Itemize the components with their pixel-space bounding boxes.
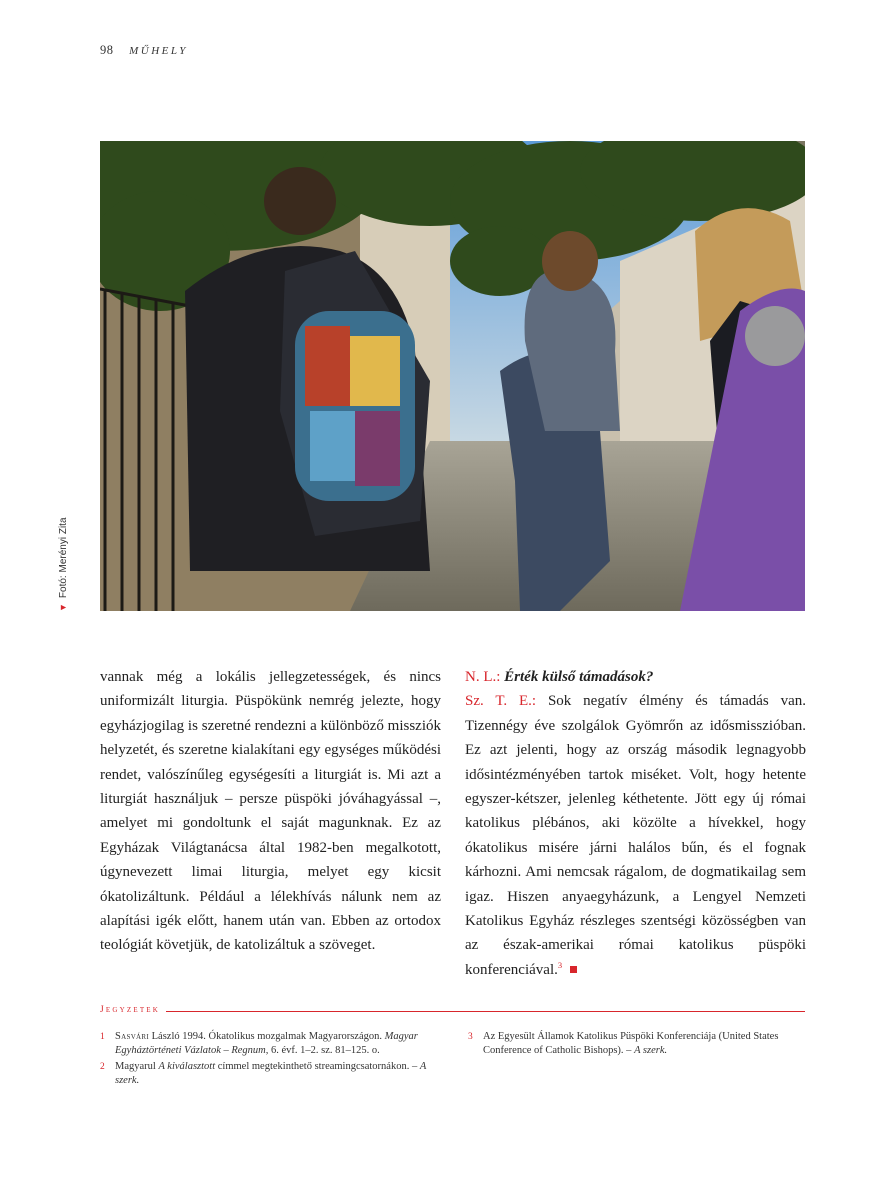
notes-divider [100,1011,805,1012]
footnote-2 [100,1060,445,1088]
footnote-text: címmel megtekinthető streamingcsatornákon. – [215,1061,420,1072]
footnote-title: A kiválasztott [158,1061,216,1072]
footnote-text: Az Egyesült Államok Katolikus Püspöki Konferenciája (United States Conference of Catholic Bishops). – [483,1031,779,1056]
notes-column-right [468,1030,805,1060]
triangle-marker-icon: ▼ [58,603,68,612]
article-column-right [465,665,806,982]
running-header [100,43,188,58]
answer-text: Sok negatív élmény és támadás van. Tizennégy éve szolgálok Gyömrőn az idősmisszióban. Ez azt jelenti, hogy az ország második legnagyobb idősintézményében tartok miséket. Volt, hogy hetente egyszer-kétszer, jelenleg kéthetente. Jött egy új római katolikus plébános, aki közölte a hívekkel, hogy ókatolikus misére járni halálos bűn, és el fognak kárhozni. Ami nemcsak rágalom, de dogmatikailag sem igaz. Hiszen anyaegyházunk, a Lengyel Nemzeti Katolikus Egyház részleges szentségi közösségben van az észak-amerikai római katolikus püspöki konferenciával. [465,693,806,978]
photo-credit-text: Fotó: Merényi Zita [58,517,69,599]
footnote-text: Magyarul [115,1061,159,1072]
article-column-left [100,665,441,958]
notes-column-left [100,1030,445,1090]
footnote-number: 3 [468,1032,473,1042]
end-mark-icon [570,966,577,973]
interviewee-label: Sz. T. E.: [465,693,537,710]
footnote-editor: A szerk. [634,1045,668,1056]
footnote-journal: Magyar Egyháztörténeti Vázlatok – Regnum, [115,1031,418,1056]
footnote-number: 1 [100,1032,105,1042]
footnote-text: 6. évf. 1–2. sz. 81–125. o. [268,1045,380,1056]
page-number: 98 [100,43,114,57]
section-title: MŰHELY [129,45,188,57]
footnote-reference: 3 [557,959,563,970]
footnote-author: Sasvári [115,1031,149,1042]
footnote-editor: A szerk. [115,1061,427,1086]
photo-illustration [100,141,805,611]
footnote-1 [100,1030,445,1058]
notes-heading-label: Jegyzetek [100,1005,166,1015]
interview-answer [465,689,806,982]
body-paragraph: vannak még a lokális jellegzetességek, és nincs uniformizált liturgia. Püspökünk nemrég jelezte, hogy egyházjogilag is szeretné rendezni a különböző missziók helyzetét, és szeretne kialakítani egy egységes működési rendet, valószínűleg egységesíti a liturgiát is. Mi azt a liturgiát használjuk – persze püspöki jóváhagyással –, amelyet mi gondoltunk el saját magunknak. Ez az Egyházak Világtanácsa által 1982-ben megalkotott, úgynevezett limai liturgia, melyet egy kicsit ókatolizáltunk. Például a lélekhívás nálunk nem az alapítási igék előtt, hanem után van. Ebben az ortodox teológiát követjük, de katolizáltuk a szöveget. [100,669,441,954]
interviewer-label: N. L.: [465,669,501,685]
footnote-3 [468,1030,805,1058]
notes-heading [100,1005,805,1019]
question-text: Érték külső támadások? [504,669,654,685]
footnote-text: László 1994. Ókatolikus mozgalmak Magyarországon. [149,1031,385,1042]
footnote-number: 2 [100,1062,105,1072]
photo-credit [58,517,69,612]
article-photo [100,141,805,611]
interview-question [465,665,806,689]
